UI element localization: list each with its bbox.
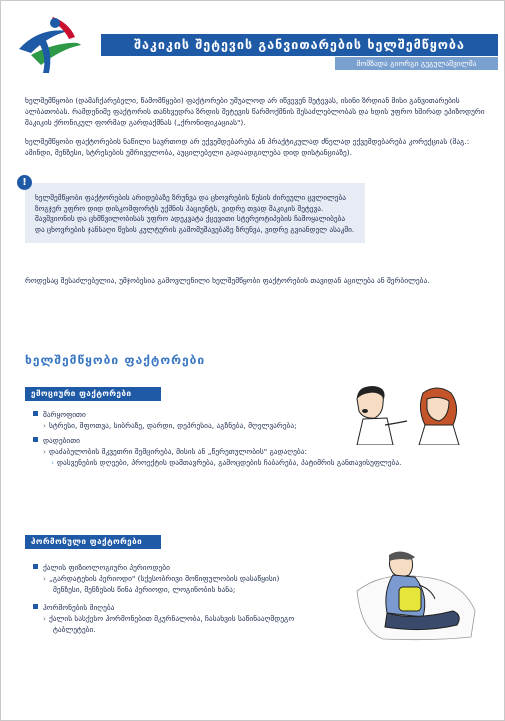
page-title: შაკიკის შეტევის განვითარების ხელშემწყობა <box>101 34 498 56</box>
chevron-right-icon: › <box>51 458 54 467</box>
emotional-item-2-detail-text: დაძაბულობის მკვეთრი შემცირება, მისის ან „წერეთულობის" გადაღება: <box>48 447 307 456</box>
hormonal-item-1-detail-1 <box>43 573 323 584</box>
woman-with-hot-water-bottle-illustration <box>353 551 479 643</box>
clinic-logo <box>9 9 95 81</box>
hormonal-item-1-label: ქალის ფიზიოლოგიური პერიოდები <box>43 563 170 572</box>
chevron-right-icon: › <box>43 447 46 456</box>
hormonal-item-2-detail-1 <box>43 613 323 624</box>
emotional-item-2-sub-text: დასვენების დღეები, პროექტის დამთავრება, გამოცდების ჩაბარება, პატიმრის განთავისუფლება. <box>56 458 402 467</box>
emotional-item-2-heading <box>33 435 80 446</box>
bullet-square-icon <box>33 411 38 416</box>
arguing-people-illustration <box>349 385 465 445</box>
emotional-item-1-label: შარყოფითი <box>43 410 86 419</box>
emotional-item-2-detail <box>43 446 343 457</box>
emotional-item-2-sub <box>51 457 431 468</box>
bullet-square-icon <box>33 437 38 442</box>
note-text: ხელშემწყობი ფაქტორების არიდებაზე ზრუნვა და ცხოვრების წესის ძირეული ცვლილება ზოგჯერ უფრო დიდ დისკომფორტს უქმნის პაციენტს, ვიდრე თვად შაკიკის შეტევა. შავშვიონის და ცხმწვილობისას უფრო ადეკვატა ქცევითი სტერეოტიპების ჩამოყალიბება და ცხოვრების ჯანსაღი წესის კულტურის გამომუშავებაზე ზრუნვა, ვიდრე გვიანდელ ასაკში. <box>35 193 355 234</box>
chevron-right-icon: › <box>43 421 46 430</box>
author-byline: მომზადა გიორგი გუგულაშვილმა <box>335 57 498 70</box>
hormonal-item-2-detail-2: ტაბლეტები. <box>53 625 96 634</box>
outro-paragraph: როდესაც შესაძლებელია, უმჯობესია გამოვლენილი ხელშემწყობი ფაქტორების თავიდან აცილება ან შერბილება. <box>25 276 430 285</box>
chevron-right-icon: › <box>43 614 46 623</box>
hormonal-item-2-heading <box>33 602 114 613</box>
factors-heading: ხელშემწყობი ფაქტორები <box>25 353 206 367</box>
emotional-factors-heading: ემოციური ფაქტორები <box>25 387 161 401</box>
intro-paragraph-1: ხელშემწყობი (დამაჩქარებელი, წამომწყები) ფაქტორები უშუალოდ არ იწვევენ შეტევას, ისინი ზრდიან მისი განვითარების ალბათობას. რამდენიმე ფაქტორის თანხვედრა ზრდის შეტევის წარმოქმნის შესაძლებლობას და ხდის უფრო ხშირად ეპიზოდური შაკიკის ქრონიკულ ფორმად გარდაქმნას („ქრონიფიკაციას"). <box>25 96 485 127</box>
intro-paragraph-2: ხელშემწყობი ფაქტორების ნაწილი სავრთოდ არ ექვემდებარება ან პრაქტიკულად ძნელად ექვემდებარება კორექციას (მაგ.: ამინდი, მენზესი, სტრესების უშრიველობა, აუცილებელი გადაადგილება დიდ დისტანციაზე). <box>25 137 470 157</box>
chevron-right-icon: › <box>43 574 46 583</box>
hormonal-item-2-detail-1-text: ქალის სასქესო ჰორმონებით მკურნალობა, ჩასახვის საწინააღმდეგო <box>48 614 295 623</box>
bullet-square-icon <box>33 604 38 609</box>
note-box <box>22 177 365 243</box>
hormonal-item-1-detail-2: მენზესი, მენზესის წინა პერიოდი, ლოგინობის ხანა; <box>53 585 236 594</box>
hormonal-item-1-detail-1-text: „გარდატეხის პერიოდი" (სქესობრივი მოწიფულობის დასაწყისი) <box>48 574 280 583</box>
emotional-item-1-detail-text: სტრესი, შფოთვა, სიბრაზე, დარდი, დეპრესია, აგზნება, მღელვარება; <box>48 421 297 430</box>
emotional-item-1-heading <box>33 409 86 420</box>
emotional-item-2-label: დადებითი <box>43 436 80 445</box>
exclamation-icon: ! <box>17 175 32 190</box>
bullet-square-icon <box>33 564 38 569</box>
hormonal-item-1-heading <box>33 562 170 573</box>
hormonal-item-2-label: ჰორმონების მიღება <box>43 603 115 612</box>
emotional-item-1-detail <box>43 420 297 431</box>
hormonal-factors-heading: ჰორმონული ფაქტორები <box>25 535 161 549</box>
